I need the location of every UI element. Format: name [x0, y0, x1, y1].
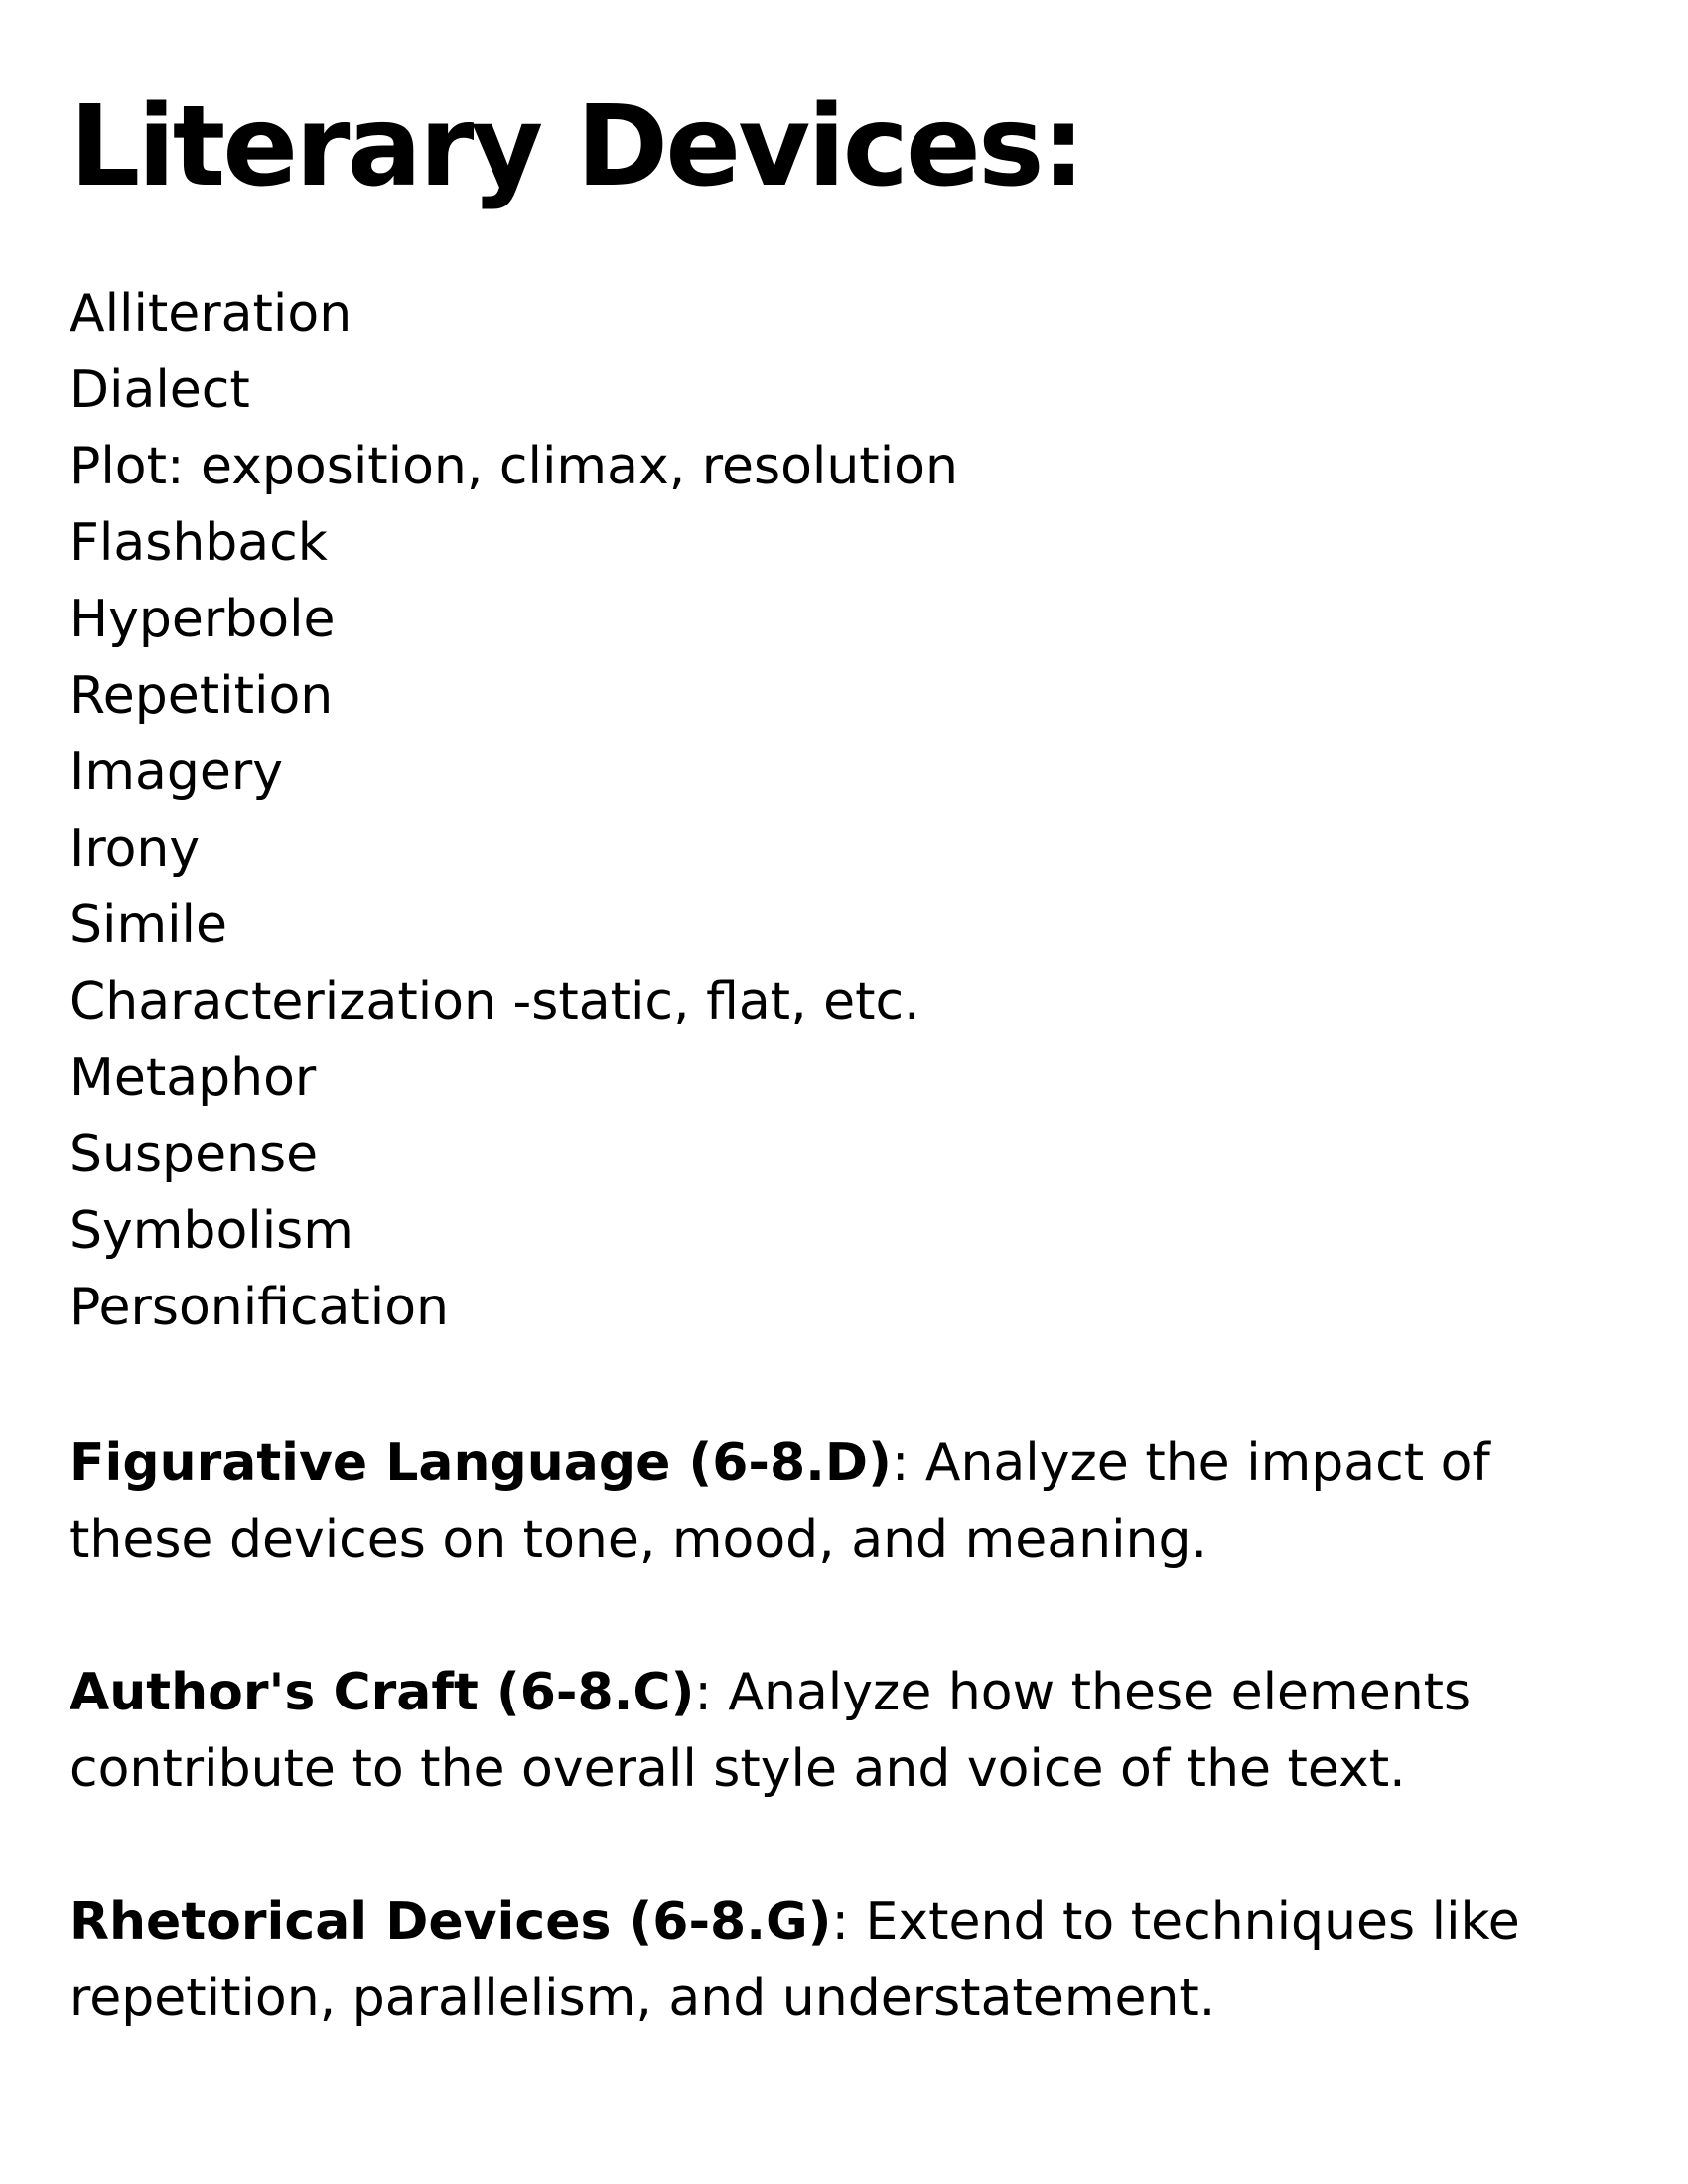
- rhetorical-devices-paragraph: [70, 1884, 1618, 2037]
- list-item: Suspense: [70, 1125, 319, 1184]
- paragraph-line: repetition, parallelism, and understatement.: [70, 1969, 1216, 2028]
- list-item: Metaphor: [70, 1048, 317, 1108]
- authors-craft-paragraph: [70, 1655, 1618, 1808]
- standard-term: Rhetorical Devices (6-8.G): [70, 1892, 832, 1952]
- list-item: Imagery: [70, 743, 284, 802]
- literary-devices-list: [70, 276, 958, 1346]
- page-title: Literary Devices:: [70, 82, 1083, 211]
- standard-text: : Analyze how these elements: [694, 1663, 1472, 1722]
- paragraph-line: [70, 1655, 1618, 1731]
- standard-term: Figurative Language (6-8.D): [70, 1433, 892, 1493]
- document-page: [70, 0, 1618, 2184]
- figurative-language-paragraph: [70, 1426, 1618, 1578]
- standard-text: : Extend to techniques like: [831, 1892, 1520, 1952]
- paragraph-line: [70, 1426, 1618, 1502]
- list-item: Repetition: [70, 666, 334, 726]
- list-item: Flashback: [70, 513, 328, 573]
- list-item: Irony: [70, 819, 201, 879]
- list-item: Personification: [70, 1278, 450, 1337]
- list-item: Hyperbole: [70, 590, 336, 649]
- standard-term: Author's Craft (6-8.C): [70, 1663, 695, 1722]
- list-item: Plot: exposition, climax, resolution: [70, 437, 958, 496]
- list-item: Alliteration: [70, 284, 352, 343]
- paragraph-line: contribute to the overall style and voice of the text.: [70, 1739, 1406, 1799]
- list-item: Dialect: [70, 360, 250, 420]
- list-item: Symbolism: [70, 1201, 353, 1261]
- list-item: Characterization -static, flat, etc.: [70, 972, 920, 1031]
- standard-text: : Analyze the impact of: [891, 1433, 1490, 1493]
- list-item: Simile: [70, 895, 227, 955]
- paragraph-line: these devices on tone, mood, and meaning.: [70, 1510, 1208, 1570]
- paragraph-line: [70, 1884, 1618, 1961]
